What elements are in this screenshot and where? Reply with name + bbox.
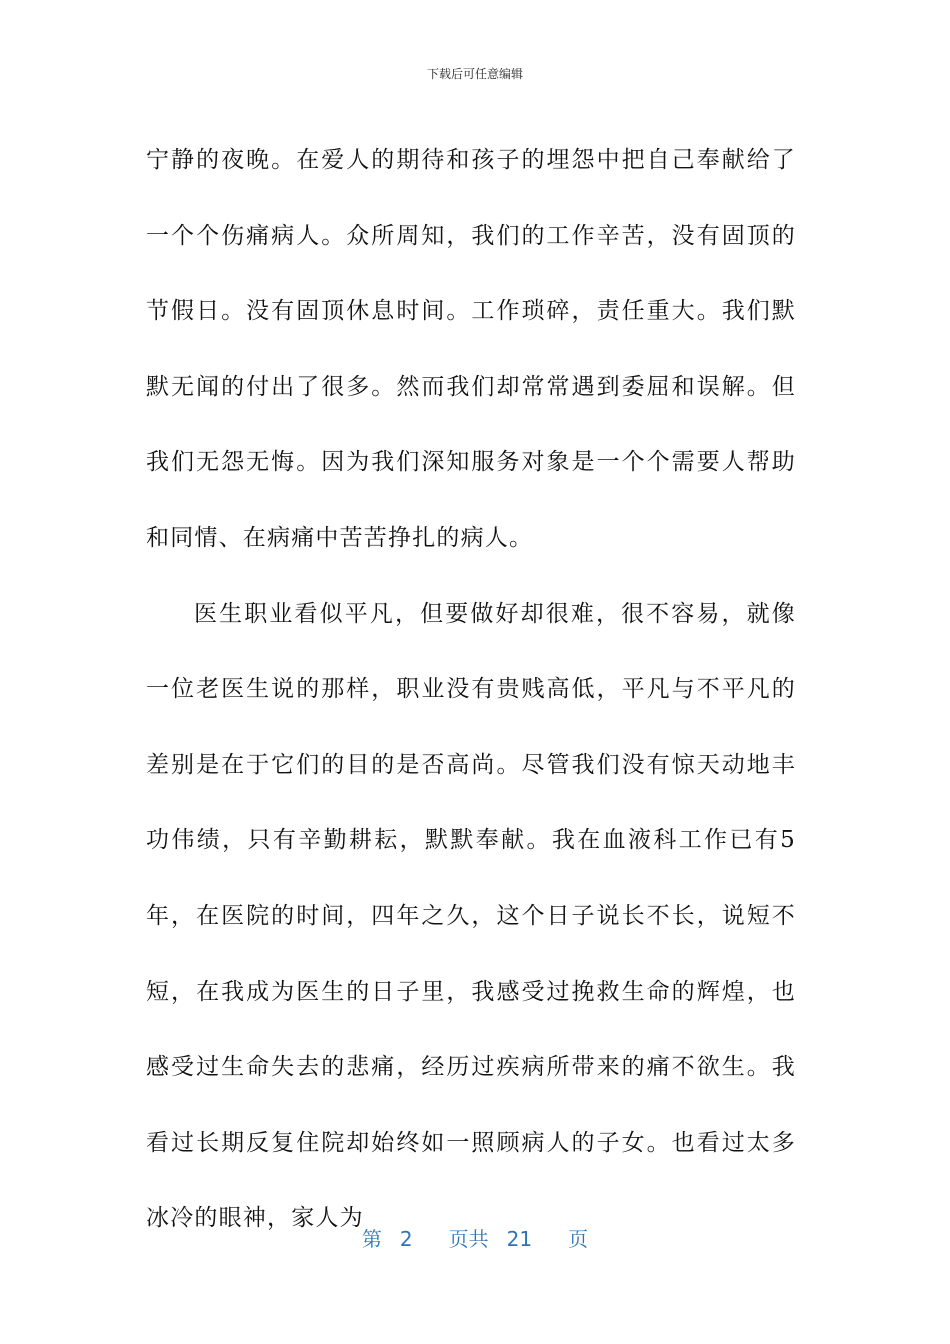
footer-middle: 页共 <box>448 1227 489 1251</box>
footer-suffix: 页 <box>568 1227 589 1251</box>
page-footer <box>0 1226 950 1252</box>
footer-current-page: 2 <box>399 1227 413 1251</box>
paragraph-1: 宁静的夜晚。在爱人的期待和孩子的埋怨中把自己奉献给了一个个伤痛病人。众所周知，我们的工作辛苦，没有固顶的节假日。没有固顶休息时间。工作琐碎，责任重大。我们默默无闻的付出了很多。然而我们却常常遇到委屈和误解。但我们无怨无悔。因为我们深知服务对象是一个个需要人帮助和同情、在病痛中苦苦挣扎的病人。 <box>146 147 796 551</box>
footer-prefix: 第 <box>361 1227 382 1251</box>
page-header-note: 下载后可任意编辑 <box>426 67 523 81</box>
paragraph-2: 医生职业看似平凡，但要做好却很难，很不容易，就像一位老医生说的那样，职业没有贵贱高低，平凡与不平凡的差别是在于它们的目的是否高尚。尽管我们没有惊天动地丰功伟绩，只有辛勤耕耘，默默奉献。我在血液科工作已有5年，在医院的时间，四年之久，这个日子说长不长，说短不短，在我成为医生的日子里，我感受过挽救生命的辉煌，也感受过生命失去的悲痛，经历过疾病所带来的痛不欲生。我看过长期反复住院却始终如一照顾病人的子女。也看过太多冰冷的眼神，家人为 <box>146 600 796 1232</box>
footer-total-pages: 21 <box>506 1227 533 1251</box>
document-body <box>146 123 796 1257</box>
